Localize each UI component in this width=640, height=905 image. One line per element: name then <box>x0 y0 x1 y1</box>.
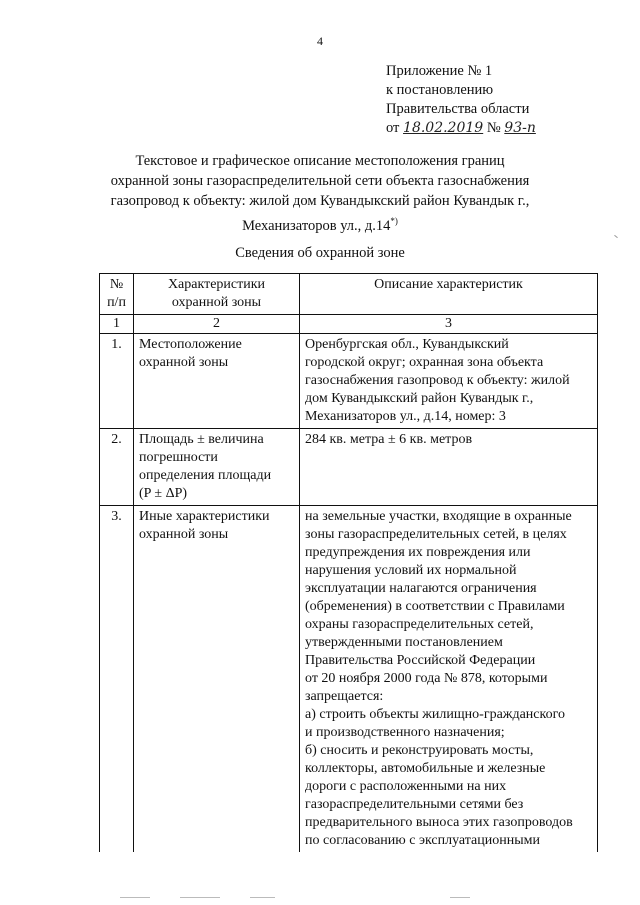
row-3-desc-line: охраны газораспределительных сетей, <box>305 617 534 632</box>
row-3-num: 3. <box>100 506 134 853</box>
row-3-desc-line: на земельные участки, входящие в охранные <box>305 509 572 524</box>
row-3-characteristic <box>134 506 300 853</box>
title-line-4-text: Механизаторов ул., д.14 <box>242 217 391 234</box>
row-3-desc-line: эксплуатации налагаются ограничения <box>305 581 537 596</box>
page-number: 4 <box>317 34 323 48</box>
row-3-desc-line: зоны газораспределительных сетей, в целях <box>305 527 567 542</box>
row-3-desc-line: предупреждения их повреждения или <box>305 545 531 560</box>
handwritten-number: 93-п <box>504 120 536 136</box>
row-1-desc-line: Механизаторов ул., д.14, номер: 3 <box>305 409 506 424</box>
header-num-line-2: п/п <box>107 295 126 310</box>
header-characteristics <box>134 274 300 315</box>
row-2-num: 2. <box>100 429 134 506</box>
row-1-desc-line: Оренбургская обл., Кувандыкский <box>305 337 509 352</box>
scan-artifact <box>450 897 470 898</box>
table-header-row <box>100 274 598 315</box>
scan-artifact <box>120 897 150 898</box>
section-heading: Сведения об охранной зоне <box>235 245 405 261</box>
table-row <box>100 334 598 429</box>
title-line-1: Текстовое и графическое описание местоположения границ <box>135 153 505 169</box>
row-3-desc-line: и производственного назначения; <box>305 725 505 740</box>
header-num-line-1: № <box>109 277 124 292</box>
appendix-line-4 <box>386 119 536 138</box>
row-3-desc-line: по согласованию с эксплуатационными <box>305 833 540 848</box>
title-line-2: охранной зоны газораспределительной сети объекта газоснабжения <box>110 173 530 189</box>
row-3-desc-line: утвержденными постановлением <box>305 635 503 650</box>
index-cell-1: 1 <box>100 315 134 334</box>
header-char-line-2: охранной зоны <box>171 295 262 310</box>
row-2-char-line: (P ± ΔP) <box>139 486 188 501</box>
appendix-line-3: Правительства области <box>386 101 530 117</box>
row-1-desc-line: дом Кувандыкский район Кувандык г., <box>305 391 534 406</box>
table-row <box>100 506 598 853</box>
row-3-desc-line: б) сносить и реконструировать мосты, <box>305 743 534 758</box>
table-index-row <box>100 315 598 334</box>
row-3-desc-line: дороги с расположенными на них <box>305 779 507 794</box>
row-3-char-line: Иные характеристики <box>139 509 270 524</box>
row-3-desc-line: а) строить объекты жилищно-гражданского <box>305 707 565 722</box>
index-cell-3: 3 <box>300 315 598 334</box>
row-1-characteristic <box>134 334 300 429</box>
row-2-char-line: погрешности <box>139 450 218 465</box>
row-2-description <box>300 429 598 506</box>
row-3-desc-line: нарушения условий их нормальной <box>305 563 517 578</box>
scan-artifact-bottom <box>120 897 520 899</box>
title-line-3: газопровод к объекту: жилой дом Кувандыкский район Кувандык г., <box>110 193 530 209</box>
protection-zone-table <box>99 273 598 852</box>
index-cell-2: 2 <box>134 315 300 334</box>
row-1-desc-line: городской округ; охранная зона объекта <box>305 355 544 370</box>
header-num <box>100 274 134 315</box>
document-title <box>0 151 640 236</box>
appendix-line-2: к постановлению <box>386 82 494 98</box>
row-3-desc-line: газораспределительными сетями без <box>305 797 524 812</box>
row-2-char-line: Площадь ± величина <box>139 432 264 447</box>
row-3-desc-line: Правительства Российской Федерации <box>305 653 536 668</box>
number-prefix: № <box>486 120 501 136</box>
row-1-desc-line: газоснабжения газопровод к объекту: жилой <box>305 373 570 388</box>
row-2-char-line: определения площади <box>139 468 272 483</box>
table-row <box>100 429 598 506</box>
footnote-mark: *) <box>390 216 398 226</box>
header-char-line-1: Характеристики <box>167 277 266 292</box>
handwritten-date: 18.02.2019 <box>403 120 484 136</box>
row-1-char-line: охранной зоны <box>139 355 229 370</box>
row-3-desc-line: от 20 ноября 2000 года № 878, которыми <box>305 671 548 686</box>
row-3-desc-line: предварительного выноса этих газопроводов <box>305 815 573 830</box>
title-line-4 <box>0 211 640 236</box>
row-1-description <box>300 334 598 429</box>
row-2-desc-line: 284 кв. метра ± 6 кв. метров <box>305 432 473 447</box>
row-3-desc-line: коллекторы, автомобильные и железные <box>305 761 546 776</box>
header-desc-text: Описание характеристик <box>374 277 523 292</box>
row-3-desc-line: запрещается: <box>305 689 384 704</box>
appendix-block <box>386 62 536 138</box>
row-3-description <box>300 506 598 853</box>
scan-artifact <box>180 897 220 898</box>
row-3-char-line: охранной зоны <box>139 527 229 542</box>
header-description <box>300 274 598 315</box>
appendix-line-1: Приложение № 1 <box>386 63 493 79</box>
date-prefix: от <box>386 120 400 136</box>
row-1-num: 1. <box>100 334 134 429</box>
row-3-desc-line: (обременения) в соответствии с Правилами <box>305 599 565 614</box>
row-1-char-line: Местоположение <box>139 337 242 352</box>
scan-artifact <box>250 897 275 898</box>
row-2-characteristic <box>134 429 300 506</box>
